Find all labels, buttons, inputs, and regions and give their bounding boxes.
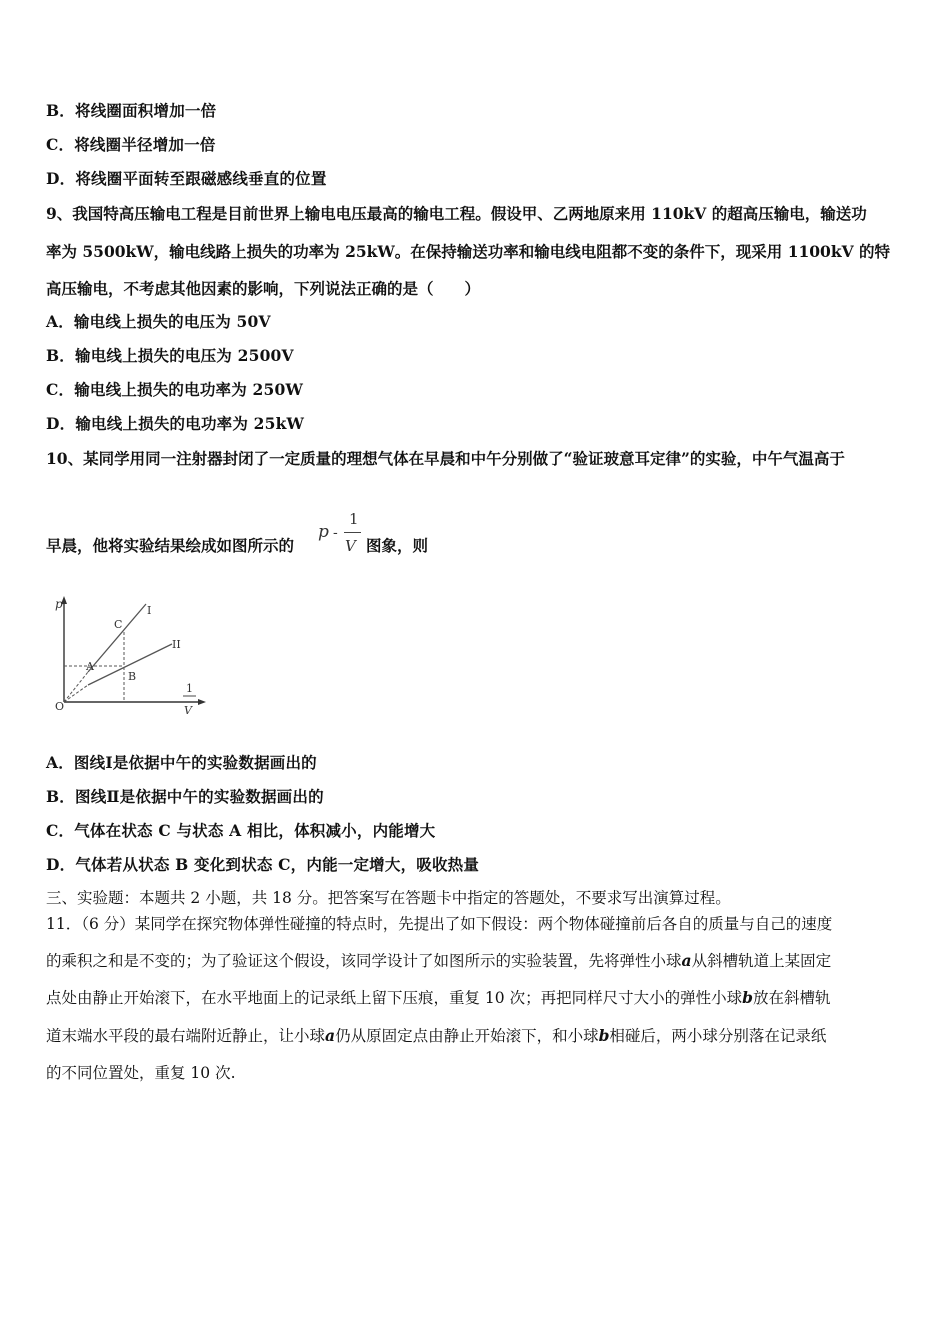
- line-ii-label: II: [172, 638, 181, 651]
- formula-numerator: 1: [349, 510, 359, 528]
- q11-stem-line-5: 的不同位置处，重复 10 次.: [46, 1064, 236, 1082]
- q9-stem-line-3: 高压输电，不考虑其他因素的影响，下列说法正确的是（ ）: [46, 279, 481, 298]
- formula-p: p: [318, 522, 329, 542]
- point-a-label: A: [86, 660, 94, 673]
- x-axis-arrow: [198, 699, 206, 705]
- line-i: [88, 604, 146, 672]
- q11-line-2-start: 的乘积之和是不变的；为了验证这个假设，该同学设计了如图所示的实验装置，先将弹性小球: [46, 952, 682, 970]
- ball-a-label-2: a: [325, 1026, 336, 1045]
- q9-option-c: C．输电线上损失的电功率为 250W: [46, 380, 304, 399]
- q10-option-a: A．图线Ⅰ是依据中午的实验数据画出的: [46, 753, 317, 772]
- q11-line-4-middle: 仍从原固定点由静止开始滚下，和小球: [335, 1027, 599, 1045]
- line-ii-dashed-extension: [64, 685, 88, 702]
- line-i-label: I: [147, 604, 152, 617]
- q11-line-4-start: 道末端水平段的最右端附近静止，让小球: [46, 1027, 326, 1045]
- q11-stem-line-4: [46, 1025, 906, 1047]
- ball-b-label-2: b: [598, 1026, 610, 1045]
- q9-option-d: D．输电线上损失的电功率为 25kW: [46, 414, 305, 433]
- q9-stem-line-2: 率为 5500kW，输电线路上损失的功率为 25kW。在保持输送功率和输电线电阻都不变的条件下，现采用 1100kV 的特: [46, 242, 890, 261]
- q8-option-b: B．将线圈面积增加一倍: [46, 101, 217, 120]
- formula-dash: -: [333, 525, 338, 541]
- q11-stem-line-2: [46, 950, 906, 972]
- x-axis-label-denominator: V: [184, 704, 192, 717]
- q11-line-4-end: 相碰后，两小球分别落在记录纸: [609, 1027, 827, 1045]
- q11-line-3-end: 放在斜槽轨: [752, 989, 831, 1007]
- q10-stem-line-1: 10、某同学用同一注射器封闭了一定质量的理想气体在早晨和中午分别做了“验证玻意耳定律”的实验，中午气温高于: [46, 449, 845, 468]
- section-3-heading: 三、实验题：本题共 2 小题，共 18 分。把答案写在答题卡中指定的答题处，不要求写出演算过程。: [46, 889, 731, 907]
- q10-option-b: B．图线Ⅱ是依据中午的实验数据画出的: [46, 787, 324, 806]
- q8-option-d: D．将线圈平面转至跟磁感线垂直的位置: [46, 169, 327, 188]
- q10-option-d: D．气体若从状态 B 变化到状态 C，内能一定增大，吸收热量: [46, 855, 480, 874]
- q9-stem-line-1: 9、我国特高压输电工程是目前世界上输电电压最高的输电工程。假设甲、乙两地原来用 110kV 的超高压输电，输送功: [46, 204, 867, 223]
- formula-denominator: V: [345, 537, 356, 555]
- q11-line-3-start: 点处由静止开始滚下，在水平地面上的记录纸上留下压痕，重复 10 次；再把同样尺寸大小的弹性小球: [46, 989, 743, 1007]
- q10-stem-line-2-end: 图象，则: [366, 536, 429, 555]
- formula-fraction-bar: [344, 532, 361, 533]
- y-axis-label: p: [55, 597, 63, 611]
- q10-stem-line-2-start: 早晨，他将实验结果绘成如图所示的: [46, 536, 295, 555]
- q9-option-a: A．输电线上损失的电压为 50V: [46, 312, 271, 331]
- q11-line-2-end: 从斜槽轨道上某固定: [691, 952, 832, 970]
- ball-a-label: a: [681, 951, 692, 970]
- q10-option-c: C．气体在状态 C 与状态 A 相比，体积减小，内能增大: [46, 821, 436, 840]
- origin-label: O: [55, 700, 65, 713]
- point-b-label: B: [128, 670, 137, 683]
- q8-option-c: C．将线圈半径增加一倍: [46, 135, 216, 154]
- point-c-label: C: [114, 618, 123, 631]
- ball-b-label: b: [742, 988, 753, 1007]
- q11-stem-line-1: 11．（6 分）某同学在探究物体弹性碰撞的特点时，先提出了如下假设：两个物体碰撞前后各自的质量与自己的速度: [46, 915, 833, 933]
- p-1-over-v-graph: [44, 592, 214, 722]
- q9-option-b: B．输电线上损失的电压为 2500V: [46, 346, 294, 365]
- x-axis-label-numerator: 1: [186, 682, 193, 695]
- q11-stem-line-3: [46, 987, 906, 1009]
